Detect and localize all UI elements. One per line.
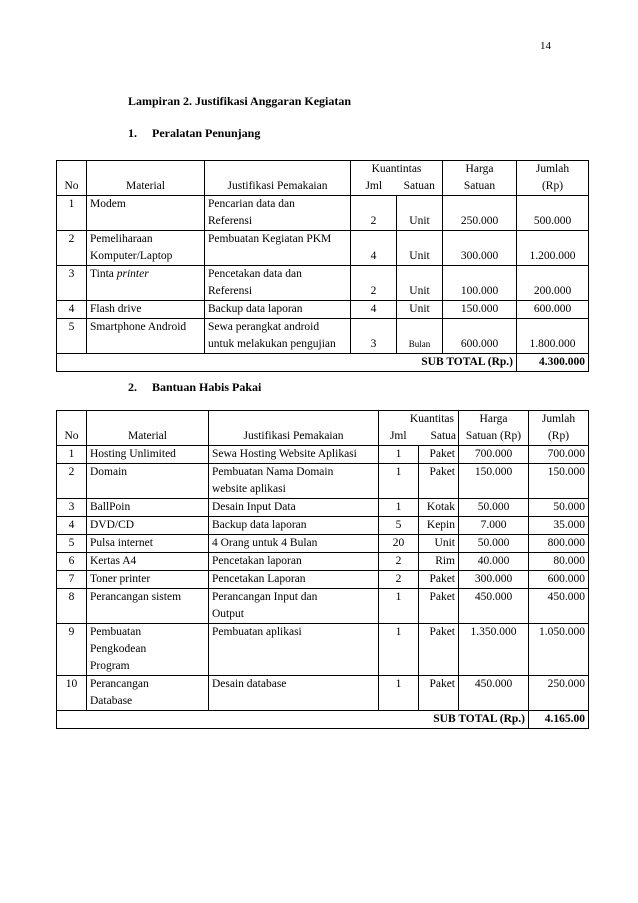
- row-no: 10: [57, 676, 87, 711]
- header-harga: Harga: [479, 413, 508, 425]
- material-line: [90, 641, 205, 658]
- justifikasi-line: Referensi: [208, 285, 253, 297]
- table-bantuan-habis-pakai: [56, 410, 589, 729]
- row-harga: 150.000: [459, 464, 529, 499]
- row-no: 9: [57, 624, 87, 676]
- row-justifikasi: [209, 535, 379, 553]
- row-material: [87, 499, 209, 517]
- row-no: 1: [57, 196, 87, 231]
- material-line: [90, 571, 205, 588]
- row-harga: 150.000: [443, 301, 517, 319]
- header-material: Material: [87, 161, 205, 196]
- material-line: [90, 535, 205, 552]
- row-jml: 1: [379, 499, 419, 517]
- row-jml: 1: [379, 464, 419, 499]
- row-no: 2: [57, 464, 87, 499]
- material-text: DVD/CD: [90, 519, 135, 531]
- justifikasi-line: Backup data laporan: [208, 303, 303, 315]
- row-harga: 100.000: [443, 266, 517, 301]
- header-kuantitas-group: [379, 411, 459, 446]
- row-justifikasi: [209, 624, 379, 676]
- row-harga: 700.000: [459, 446, 529, 464]
- subtotal-value: 4.165.00: [529, 711, 589, 729]
- material-text: Modem: [90, 198, 126, 210]
- row-harga: 300.000: [459, 571, 529, 589]
- row-jml: 2: [351, 196, 397, 231]
- row-satuan: Kepin: [419, 517, 459, 535]
- row-justifikasi: [205, 196, 351, 231]
- material-line: [90, 553, 205, 570]
- header-jumlah-group: [529, 411, 589, 446]
- row-justifikasi: [205, 319, 351, 354]
- material-line: [90, 266, 201, 283]
- row-harga: 300.000: [443, 231, 517, 266]
- row-jml: 4: [351, 301, 397, 319]
- table-row: [57, 589, 589, 624]
- material-text: Database: [90, 695, 133, 707]
- row-material: [87, 266, 205, 301]
- subtotal-row: [57, 354, 589, 372]
- row-satuan: Paket: [419, 446, 459, 464]
- row-justifikasi: [209, 589, 379, 624]
- header-harga-sub: Satuan: [463, 180, 496, 192]
- material-line: [90, 499, 205, 516]
- justifikasi-line: Output: [212, 608, 244, 620]
- page-number: 14: [540, 40, 551, 52]
- row-no: 4: [57, 517, 87, 535]
- row-jumlah: 500.000: [517, 196, 589, 231]
- row-material: [87, 319, 205, 354]
- row-material: [87, 571, 209, 589]
- material-text: Flash drive: [90, 303, 142, 315]
- row-harga: 7.000: [459, 517, 529, 535]
- row-harga: 50.000: [459, 499, 529, 517]
- row-material: [87, 676, 209, 711]
- row-no: 7: [57, 571, 87, 589]
- header-jumlah: Jumlah: [535, 163, 570, 175]
- row-harga: 1.350.000: [459, 624, 529, 676]
- table-row: [57, 535, 589, 553]
- row-no: 5: [57, 535, 87, 553]
- row-jumlah: 200.000: [517, 266, 589, 301]
- header-satuan: Satua: [430, 430, 456, 442]
- header-no: No: [57, 161, 87, 196]
- table-row: [57, 517, 589, 535]
- row-material: [87, 553, 209, 571]
- justifikasi-line: Pencarian data dan: [208, 198, 295, 210]
- header-jumlah-group: [517, 161, 589, 196]
- justifikasi-line: 4 Orang untuk 4 Bulan: [212, 537, 318, 549]
- material-text: Tinta: [90, 268, 117, 280]
- row-jml: 3: [351, 319, 397, 354]
- table-row: [57, 624, 589, 676]
- row-no: 3: [57, 499, 87, 517]
- subtotal-label: SUB TOTAL (Rp.): [57, 354, 517, 372]
- justifikasi-line: Desain Input Data: [212, 501, 296, 513]
- row-harga: 450.000: [459, 676, 529, 711]
- row-satuan: Paket: [419, 676, 459, 711]
- row-satuan: Unit: [397, 301, 443, 319]
- row-material: [87, 517, 209, 535]
- row-jml: 5: [379, 517, 419, 535]
- row-satuan: Bulan: [397, 319, 443, 354]
- row-jumlah: 250.000: [529, 676, 589, 711]
- header-kuantitas: Kuantintas: [371, 163, 422, 175]
- section1-heading: Peralatan Penunjang: [152, 126, 261, 140]
- row-jml: 2: [351, 266, 397, 301]
- material-text: Perancangan sistem: [90, 591, 182, 603]
- row-satuan: Unit: [397, 266, 443, 301]
- header-jumlah-sub: (Rp): [547, 430, 570, 442]
- row-jumlah: 450.000: [529, 589, 589, 624]
- row-no: 3: [57, 266, 87, 301]
- material-text: Pembuatan: [90, 626, 142, 638]
- header-no: No: [57, 411, 87, 446]
- row-justifikasi: [209, 499, 379, 517]
- row-jumlah: 150.000: [529, 464, 589, 499]
- material-text: Pengkodean: [90, 643, 147, 655]
- row-jml: 1: [379, 624, 419, 676]
- row-jumlah: 1.800.000: [517, 319, 589, 354]
- header-kuantitas-group: [351, 161, 443, 196]
- justifikasi-line: Sewa perangkat android: [208, 321, 320, 333]
- justifikasi-line: Pencetakan Laporan: [212, 573, 306, 585]
- material-line: [90, 517, 205, 534]
- justifikasi-line: Desain database: [212, 678, 287, 690]
- row-satuan: Paket: [419, 589, 459, 624]
- header-harga-sub: Satuan (Rp): [465, 430, 522, 442]
- header-jml: Jml: [389, 430, 407, 442]
- section1-heading-number: 1.: [128, 126, 137, 140]
- row-jml: 2: [379, 571, 419, 589]
- row-no: 5: [57, 319, 87, 354]
- material-line: [90, 196, 201, 213]
- section2-heading-number: 2.: [128, 380, 137, 394]
- material-text: Program: [90, 660, 130, 672]
- justifikasi-line: Pembuatan Kegiatan PKM: [208, 233, 332, 245]
- row-jumlah: 600.000: [529, 571, 589, 589]
- row-satuan: Paket: [419, 571, 459, 589]
- material-line: [90, 464, 205, 481]
- material-text: BallPoin: [90, 501, 131, 513]
- justifikasi-line: untuk melakukan pengujian: [208, 338, 336, 350]
- row-jml: 2: [379, 553, 419, 571]
- row-no: 1: [57, 446, 87, 464]
- table-header-row: [57, 411, 589, 446]
- material-line: [90, 301, 201, 318]
- material-line: [90, 589, 205, 606]
- material-line: [90, 248, 201, 265]
- row-jumlah: 50.000: [529, 499, 589, 517]
- row-jml: 1: [379, 589, 419, 624]
- row-justifikasi: [209, 517, 379, 535]
- material-text: Kertas A4: [90, 555, 137, 567]
- justifikasi-line: Pembuatan Nama Domain: [212, 466, 334, 478]
- material-text: Domain: [90, 466, 128, 478]
- header-justifikasi: Justifikasi Pemakaian: [205, 161, 351, 196]
- row-justifikasi: [209, 553, 379, 571]
- table-row: [57, 676, 589, 711]
- row-satuan: Rim: [419, 553, 459, 571]
- header-kuantitas: Kuantitas: [409, 413, 454, 425]
- row-jml: 20: [379, 535, 419, 553]
- table-row: [57, 266, 589, 301]
- row-material: [87, 446, 209, 464]
- material-text: Pulsa internet: [90, 537, 153, 549]
- row-justifikasi: [205, 266, 351, 301]
- row-satuan: Paket: [419, 624, 459, 676]
- row-material: [87, 301, 205, 319]
- material-text: Pemeliharaan: [90, 233, 153, 245]
- row-harga: 250.000: [443, 196, 517, 231]
- row-material: [87, 231, 205, 266]
- material-line: [90, 319, 201, 336]
- table-row: [57, 464, 589, 499]
- row-jumlah: 1.200.000: [517, 231, 589, 266]
- row-harga: 50.000: [459, 535, 529, 553]
- justifikasi-line: [208, 248, 347, 265]
- row-justifikasi: [209, 571, 379, 589]
- material-line: [90, 624, 205, 641]
- row-justifikasi: [205, 231, 351, 266]
- row-harga: 40.000: [459, 553, 529, 571]
- table-row: [57, 319, 589, 354]
- row-jumlah: 700.000: [529, 446, 589, 464]
- table-row: [57, 196, 589, 231]
- material-text: Hosting Unlimited: [90, 448, 176, 460]
- material-text: Smartphone Android: [90, 321, 187, 333]
- header-satuan: Satuan: [403, 180, 435, 192]
- row-satuan: Unit: [397, 196, 443, 231]
- row-jml: 1: [379, 446, 419, 464]
- row-jumlah: 80.000: [529, 553, 589, 571]
- material-line: [90, 676, 205, 693]
- subtotal-row: [57, 711, 589, 729]
- row-no: 6: [57, 553, 87, 571]
- material-line: [90, 693, 205, 710]
- row-satuan: Paket: [419, 464, 459, 499]
- row-material: [87, 624, 209, 676]
- page-title: Lampiran 2. Justifikasi Anggaran Kegiatan: [128, 94, 352, 108]
- justifikasi-line: Pencetakan laporan: [212, 555, 302, 567]
- header-harga-group: [459, 411, 529, 446]
- material-text: Toner printer: [90, 573, 151, 585]
- row-jumlah: 800.000: [529, 535, 589, 553]
- row-material: [87, 196, 205, 231]
- row-justifikasi: [205, 301, 351, 319]
- subtotal-value: 4.300.000: [517, 354, 589, 372]
- table-peralatan-penunjang: [56, 160, 589, 372]
- row-jml: 4: [351, 231, 397, 266]
- row-no: 8: [57, 589, 87, 624]
- table-row: [57, 499, 589, 517]
- material-line: [90, 446, 205, 463]
- justifikasi-line: Pencetakan data dan: [208, 268, 302, 280]
- justifikasi-line: Backup data laporan: [212, 519, 307, 531]
- material-line: [90, 231, 201, 248]
- header-material: Material: [87, 411, 209, 446]
- section2-heading: Bantuan Habis Pakai: [152, 380, 262, 394]
- subtotal-label: SUB TOTAL (Rp.): [57, 711, 529, 729]
- row-jumlah: 1.050.000: [529, 624, 589, 676]
- justifikasi-line: website aplikasi: [212, 483, 286, 495]
- row-satuan: Kotak: [419, 499, 459, 517]
- table-row: [57, 446, 589, 464]
- material-text: Komputer/Laptop: [90, 250, 173, 262]
- justifikasi-line: Pembuatan aplikasi: [212, 626, 302, 638]
- header-harga: Harga: [465, 163, 494, 175]
- row-justifikasi: [209, 676, 379, 711]
- row-jml: 1: [379, 676, 419, 711]
- row-material: [87, 535, 209, 553]
- row-satuan: Unit: [397, 231, 443, 266]
- justifikasi-line: Perancangan Input dan: [212, 591, 318, 603]
- header-jumlah-sub: (Rp): [541, 180, 564, 192]
- material-text: Perancangan: [90, 678, 149, 690]
- row-no: 2: [57, 231, 87, 266]
- row-jumlah: 600.000: [517, 301, 589, 319]
- header-jumlah: Jumlah: [541, 413, 576, 425]
- header-jml: Jml: [365, 180, 383, 192]
- table-header-row: [57, 161, 589, 196]
- justifikasi-line: Sewa Hosting Website Aplikasi: [212, 448, 357, 460]
- justifikasi-line: Referensi: [208, 215, 253, 227]
- row-harga: 600.000: [443, 319, 517, 354]
- row-satuan: Unit: [419, 535, 459, 553]
- header-harga-group: [443, 161, 517, 196]
- table-row: [57, 553, 589, 571]
- table-row: [57, 301, 589, 319]
- table-row: [57, 571, 589, 589]
- row-no: 4: [57, 301, 87, 319]
- row-harga: 450.000: [459, 589, 529, 624]
- header-justifikasi: Justifikasi Pemakaian: [209, 411, 379, 446]
- row-justifikasi: [209, 446, 379, 464]
- row-jumlah: 35.000: [529, 517, 589, 535]
- row-material: [87, 464, 209, 499]
- row-justifikasi: [209, 464, 379, 499]
- material-italic-text: printer: [116, 268, 149, 280]
- row-material: [87, 589, 209, 624]
- material-line: [90, 658, 205, 675]
- table-row: [57, 231, 589, 266]
